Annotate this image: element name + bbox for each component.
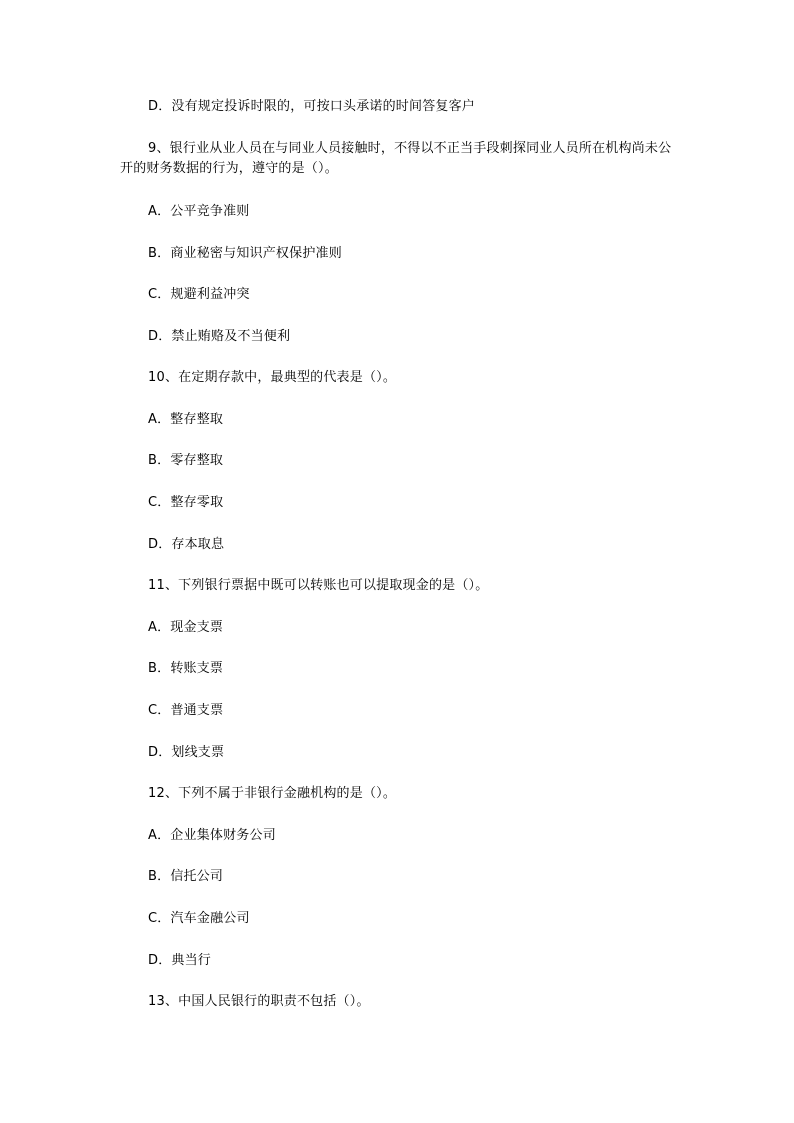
option-b-q11: B．转账支票 bbox=[148, 661, 224, 676]
option-d-q8: D．没有规定投诉时限的，可按口头承诺的时间答复客户 bbox=[148, 99, 476, 114]
question-13: 13、中国人民银行的职责不包括（）。 bbox=[148, 994, 370, 1009]
option-b-q12: B．信托公司 bbox=[148, 869, 224, 884]
option-a-q11: A．现金支票 bbox=[148, 620, 224, 635]
question-12: 12、下列不属于非银行金融机构的是（）。 bbox=[148, 786, 397, 801]
option-a-q10: A．整存整取 bbox=[148, 412, 224, 427]
option-c-q11: C．普通支票 bbox=[148, 703, 224, 718]
option-c-q10: C．整存零取 bbox=[148, 495, 224, 510]
question-11: 11、下列银行票据中既可以转账也可以提取现金的是（）。 bbox=[148, 578, 489, 593]
option-b-q10: B．零存整取 bbox=[148, 453, 224, 468]
question-9: 9、银行业从业人员在与同业人员接触时，不得以不正当手段刺探同业人员所在机构尚未公开的财务数据的行为，遵守的是（）。 bbox=[120, 141, 672, 176]
option-b-q9: B．商业秘密与知识产权保护准则 bbox=[148, 246, 342, 261]
option-a-q12: A．企业集体财务公司 bbox=[148, 828, 276, 843]
option-d-q9: D．禁止贿赂及不当便利 bbox=[148, 329, 291, 344]
option-a-q9: A．公平竞争准则 bbox=[148, 204, 250, 219]
option-c-q12: C．汽车金融公司 bbox=[148, 911, 250, 926]
question-10: 10、在定期存款中，最典型的代表是（）。 bbox=[148, 370, 397, 385]
option-d-q10: D．存本取息 bbox=[148, 537, 225, 552]
option-d-q12: D．典当行 bbox=[148, 953, 212, 968]
option-d-q11: D．划线支票 bbox=[148, 745, 225, 760]
option-c-q9: C．规避利益冲突 bbox=[148, 287, 250, 302]
